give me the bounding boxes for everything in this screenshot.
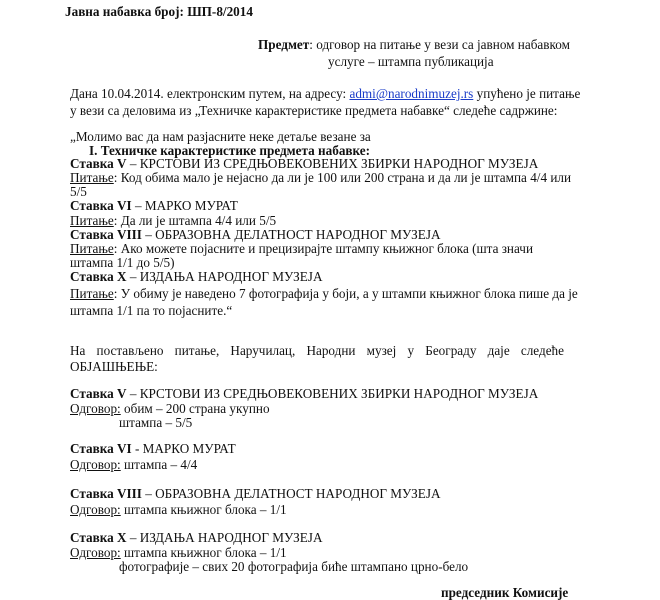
q-item-viii-q-text: : Ако можете појасните и прецизирајте штампу књижног блока (шта значи	[113, 241, 533, 256]
q-item-v-question-1	[70, 171, 571, 184]
q-item-viii-q-label: Питање	[70, 241, 114, 256]
intro-text-post: упућено је питање	[473, 86, 581, 101]
q-item-viii-question-2: штампа 1/1 до 5/5)	[70, 255, 175, 270]
a-item-vi-a-label: Одговор:	[70, 457, 121, 472]
subject-text-1: : одговор на питање у вези са јавном набавком	[309, 37, 570, 52]
a-item-x-answer-2: фотографије – свих 20 фотографија биће штампано црно-бело	[119, 559, 469, 574]
a-item-v-a-label: Одговор:	[70, 401, 121, 416]
q-item-v-label: Ставка V	[70, 156, 127, 171]
q-item-viii-text: – ОБРАЗОВНА ДЕЛАТНОСТ НАРОДНОГ МУЗЕЈА	[141, 227, 441, 242]
a-item-vi-label: Ставка VI	[70, 441, 132, 456]
subject-line-1	[258, 38, 570, 51]
q-item-vi-title	[70, 199, 238, 212]
answer-intro-line-2: ОБЈАШЊЕЊЕ:	[70, 359, 158, 374]
a-item-vi-text: - МАРКО МУРАТ	[131, 441, 236, 456]
subject-line-2: услуге – штампа публикација	[328, 54, 494, 69]
a-item-vi-title	[70, 442, 236, 455]
answer-intro-line-1: На постављено питање, Наручилац, Народни музеј у Београду даје следеће	[70, 343, 564, 358]
q-item-viii-title	[70, 228, 441, 241]
q-item-x-label: Ставка X	[70, 269, 127, 284]
intro-line-2: у вези са деловима из „Техничке карактеристике предмета набавке“ следеће садржине:	[70, 103, 558, 118]
q-item-vi-q-label: Питање	[70, 213, 114, 228]
a-item-x-text: – ИЗДАЊА НАРОДНОГ МУЗЕЈА	[126, 530, 323, 545]
a-item-viii-a-text: штампа књижног блока – 1/1	[120, 502, 287, 517]
a-item-viii-a-label: Одговор:	[70, 502, 121, 517]
a-item-viii-title	[70, 487, 441, 500]
a-item-v-label: Ставка V	[70, 386, 127, 401]
q-item-v-question-2: 5/5	[70, 184, 87, 199]
a-item-v-answer-1	[70, 402, 270, 415]
section-title: I. Техничке карактеристике предмета набавке:	[89, 143, 371, 158]
intro-text-pre: Дана 10.04.2014. електронским путем, на адресу:	[70, 86, 350, 101]
a-item-vi-answer-1	[70, 458, 197, 471]
a-item-vi-a-text: штампа – 4/4	[120, 457, 198, 472]
subject-label: Предмет	[258, 37, 310, 52]
a-item-v-title	[70, 387, 538, 400]
q-item-v-title	[70, 157, 538, 170]
question-open: „Молимо вас да нам разјасните неке детаље везане за	[70, 129, 371, 144]
q-item-vi-text: – МАРКО МУРАТ	[131, 198, 238, 213]
q-item-v-text: – КРСТОВИ ИЗ СРЕДЊОВЕКОВЕНИХ ЗБИРКИ НАРОДНОГ МУЗЕЈА	[126, 156, 539, 171]
a-item-x-title	[70, 531, 322, 544]
a-item-v-a-text: обим – 200 страна укупно	[120, 401, 270, 416]
q-item-x-question-2: штампа 1/1 па то појасните.“	[70, 303, 233, 318]
intro-line-1	[70, 87, 580, 100]
q-item-v-q-label: Питање	[70, 170, 114, 185]
q-item-x-q-label: Питање	[70, 286, 114, 301]
a-item-x-a-text: штампа књижног блока – 1/1	[120, 545, 287, 560]
a-item-viii-label: Ставка VIII	[70, 486, 142, 501]
q-item-viii-question-1	[70, 242, 533, 255]
procurement-number: Јавна набавка број: ШП-8/2014	[65, 4, 253, 19]
q-item-x-q-text: : У обиму је наведено 7 фотографија у боји, а у штампи књижног блока пише да је	[113, 286, 578, 301]
a-item-v-text: – КРСТОВИ ИЗ СРЕДЊОВЕКОВЕНИХ ЗБИРКИ НАРОДНОГ МУЗЕЈА	[126, 386, 539, 401]
a-item-viii-answer-1	[70, 503, 287, 516]
a-item-viii-text: – ОБРАЗОВНА ДЕЛАТНОСТ НАРОДНОГ МУЗЕЈА	[141, 486, 441, 501]
q-item-vi-label: Ставка VI	[70, 198, 132, 213]
q-item-x-title	[70, 270, 322, 283]
a-item-x-label: Ставка X	[70, 530, 127, 545]
q-item-viii-label: Ставка VIII	[70, 227, 142, 242]
a-item-x-a-label: Одговор:	[70, 545, 121, 560]
q-item-vi-q-text: : Да ли је штампа 4/4 или 5/5	[113, 213, 277, 228]
q-item-v-q-text: : Код обима мало је нејасно да ли је 100 или 200 страна и да ли је штампа 4/4 или	[113, 170, 572, 185]
a-item-x-answer-1	[70, 546, 287, 559]
q-item-x-question-1	[70, 287, 578, 300]
q-item-x-text: – ИЗДАЊА НАРОДНОГ МУЗЕЈА	[126, 269, 323, 284]
q-item-vi-question-1	[70, 214, 276, 227]
email-link[interactable]: admi@narodnimuzej.rs	[349, 86, 474, 101]
signature-title: председник Комисије	[441, 585, 569, 600]
a-item-v-answer-2: штампа – 5/5	[119, 415, 193, 430]
